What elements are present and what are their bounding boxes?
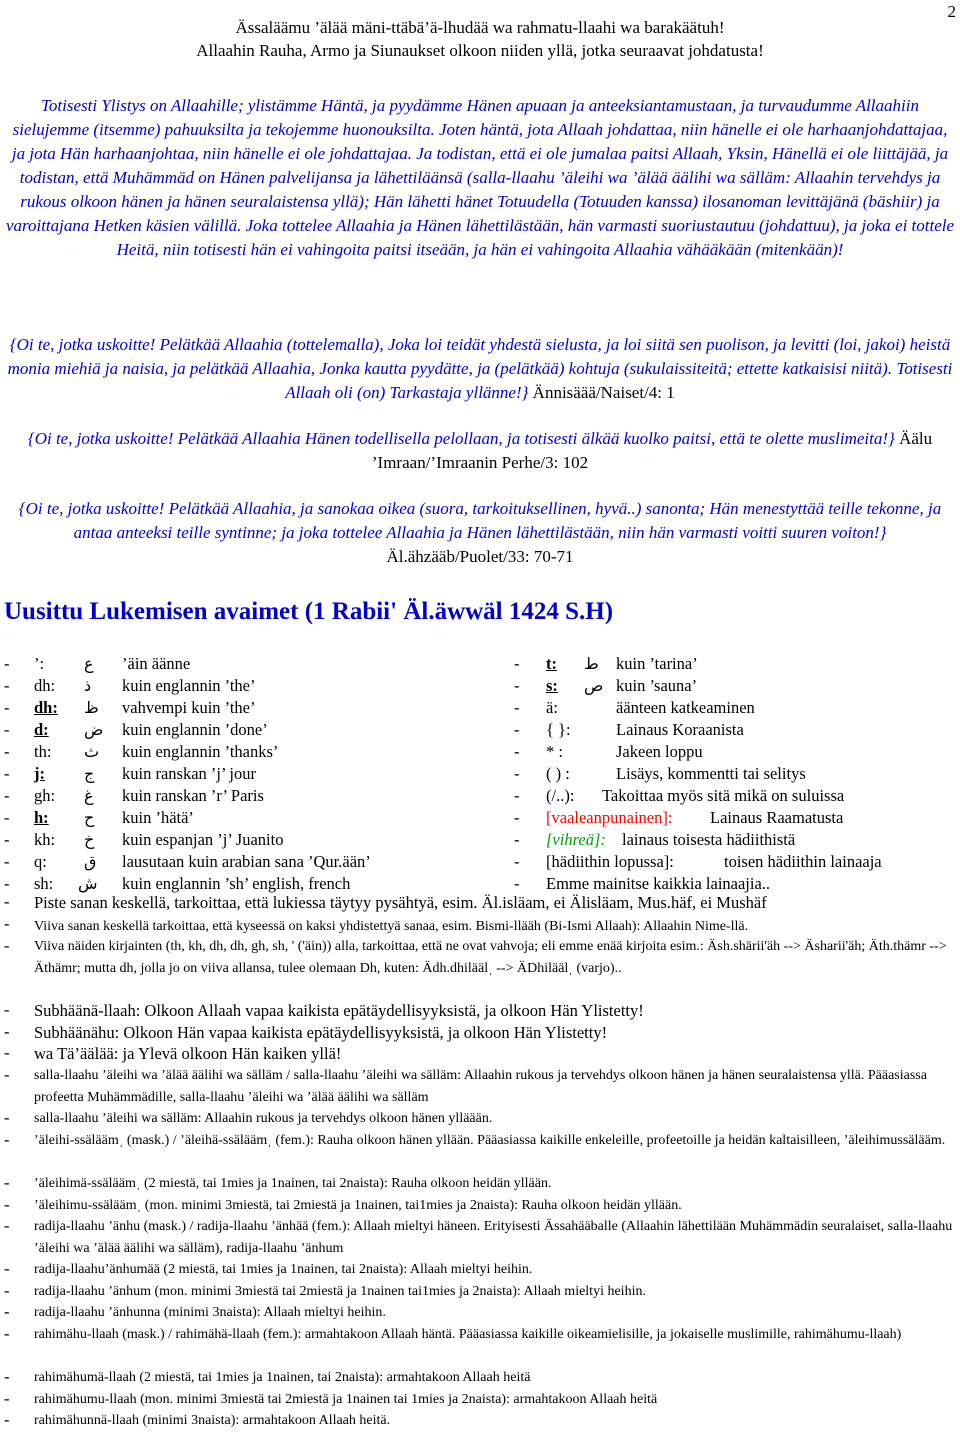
arabic-letter: ظ [84,698,99,717]
key-description: lainaus toisesta hädiithistä [622,830,796,849]
arabic-letter: ج [84,764,95,783]
key-code: [hädiithin lopussa]: [546,852,674,871]
key-dash: - [4,764,10,783]
key-code: dh: [34,698,58,717]
verse-reference: Ännisäää/Naiset/4: 1 [528,383,675,402]
key-dash: - [4,830,10,849]
key-dash: - [514,852,520,871]
key-code: th: [34,742,52,761]
key-dash: - [4,852,10,871]
arabic-letter: ذ [84,676,92,695]
key-code: q: [34,852,47,871]
key-row [4,742,956,764]
key-description: kuin ’sauna’ [616,676,698,695]
key-dash: - [4,786,10,805]
arabic-letter: غ [84,786,94,805]
key-description: kuin ’tarina’ [616,654,698,673]
key-row [4,764,956,786]
key-description: kuin ranskan ’r’ Paris [122,786,264,805]
key-description: kuin englannin ’the’ [122,676,256,695]
key-row [4,654,956,676]
key-dash: - [4,676,10,695]
verse-reference: Äl.ähzääb/Puolet/33: 70-71 [386,547,574,566]
key-code: s: [546,676,558,695]
key-description: kuin englannin ’sh’ english, french [122,874,351,893]
arabic-letter: ش [78,874,98,893]
key-code: t: [546,654,557,673]
greeting-arabic-transliteration: Ässaläämu ’älää mäni-ttäbä’ä-lhudää wa rahmatu-llaahi wa barakäätuh! [235,18,725,37]
key-description: kuin englannin ’thanks’ [122,742,279,761]
key-description: vahvempi kuin ’the’ [122,698,256,717]
key-row [4,698,956,720]
key-dash: - [514,742,520,761]
key-description: Takoittaa myös sitä mikä on suluissa [602,786,845,805]
key-dash: - [514,676,520,695]
verse-reference: Äälu ’Imraan/’Imraanin Perhe/3: 102 [371,429,933,472]
key-description: äänteen katkeaminen [616,698,755,717]
verse-text: {Oi te, jotka uskoitte! Pelätkää Allaahia (tottelemalla), Joka loi teidät yhdestä sielusta, ja loi siitä sen puolison, ja levitti (loi, jakoi) heistä monia miehiä ja naisia, ja pelätkää Allaahia, Jonka kautta pyydätte, ja (pelätkää) kohtuja (sukulaissiteitä; ettette katkaisisi niitä). Totisesti Allaah oli (on) Tarkastaja yllänne!} [7,335,953,402]
key-dash: - [514,654,520,673]
key-description: kuin englannin ’done’ [122,720,268,739]
verse-block-1 [4,333,956,405]
key-code: sh: [34,874,54,893]
key-description: kuin ’hätä’ [122,808,194,827]
reading-keys-heading: Uusittu Lukemisen avaimet (1 Rabii' Äl.äwwäl 1424 S.H) [4,598,614,625]
key-dash: - [514,698,520,717]
key-code: ä: [546,698,558,717]
key-description: Lainaus Koraanista [616,720,744,739]
key-row [4,808,956,830]
key-dash: - [514,830,520,849]
arabic-letter: ق [84,852,97,871]
document-page: 2 Ässaläämu ’älää mäni-ttäbä’ä-lhudää wa rahmatu-llaahi wa barakäätuh! Allaahin Rauha, Armo ja Siunaukset olkoon niiden yllä, jotka seuraavat johdatusta! Totisesti Ylistys on Allaahille; ylistämme Häntä, ja pyydämme Hänen apuaan ja anteeksiantamustaan, ja turvaudumme Allaahiin sielujemme (itsemme) pahuuksilta ja tekojemme huonouksilta. Joten häntä, jota Allaah johdattaa, niin hänelle ei ole harhaanjohdattajaa, ja jota Hän harhaanjohtaa, niin hänelle ei ole johdattajaa. Ja todistan, että ei ole jumalaa paitsi Allaah, Yksin, Hänellä ei ole liittäjää, ja todistan, että Muhämmäd on Hänen palvelijansa ja lähettiläänsä (salla-llaahu ’äleihi wa ’älää äälihi wa sälläm: Allaahin tervehdys ja rukous olkoon hänen ja hänen seuralaistensa yllä); Hän lähetti hänet Totuudella (Totuuden kanssa) ilosanoman levittäjänä (bäshiir) ja varoittajana Hetken käsien välillä. Joka tottelee Allaahia ja Hänen lähettilästään, hän varmasti suoriustautuu (johdattuu), ja joka ei tottele Heitä, niin totisesti hän ei vahingoita paitsi itseään, ja hän ei vahingoita Allaahia vähääkään (mitenkään)! {Oi te, jotka uskoitte! Pelätkää Allaahia (tottelemalla), Joka loi teidät yhdestä sielusta, ja loi siitä sen puolison, ja levitti (loi, jakoi) heistä monia miehiä ja naisia, ja pelätkää Allaahia, Jonka kautta pyydätte, ja (pelätkää) kohtuja (sukulaissiteitä; ettette katkaisisi niitä). Totisesti Allaah oli (on) Tarkastaja yllänne!} Ännisäää/Naiset/4: 1 {Oi te, jotka uskoitte! Pelätkää Allaahia Hänen todellisella pelollaan, ja totisesti älkää kuolko paitsi, että te olette muslimeita!} Äälu ’Imraan/’Imraanin Perhe/3: 102 {Oi te, jotka uskoitte! Pelätkää Allaahia, ja sanokaa oikea (suora, tarkoituksellinen, hyvä..) sanonta; Hän menestyttää teille tekonne, ja antaa anteeksi teille syntinne; ja joka tottelee Allaahia ja Hänen lähettilästään, niin hän varmasti voitti suuren voiton!} Äl.ähzääb/Puolet/33: 70-71 Uusittu Lukemisen avaimet (1 Rabii' Äl.äwwäl 1424 S.H) - ’: ع ’äin äänne - t: ط kuin ’tarina’ - dh: ذ kuin englannin ’the’ - s: ص kuin ’sauna’ - dh: ظ vahvempi kuin ’the’ - ä: äänteen katkeaminen - d: ض kuin englannin ’done’ - { }: Lainaus Koraanista - th: ث kuin englannin ’thanks’ - * : Jakeen loppu - j: ج kuin ranskan ’j’ jour - ( ) : Lisäys, kommentti tai selitys - gh: غ kuin ranskan ’r’ Paris - (/..): Takoittaa myös sitä mikä on suluissa - h: ح kuin ’hätä’ - [vaaleanpunainen]: Lainaus Raamatusta - kh: خ kuin espanjan ’j’ Juanito - [vihreä]: lainaus toisesta hädiithistä - q: ق lausutaan kuin arabian sana ’Qur.ään’ - [hädiithin lopussa]: toisen hädiithin lainaaja - sh: ش kuin englannin ’sh’ english, french - Emme mainitse kaikkia lainaajia.. - Piste sanan keskellä, tarkoittaa, että lukiessa täytyy pysähtyä, esim. Äl.isläam, ei Älisläam, Mus.häf, ei Mushäf - Viiva sanan keskellä tarkoittaa, että kyseessä on kaksi yhdistettyä sanaa, esim. Bismi-llääh (Bi-Ismi Allaah): Allaahin Nime-llä. - Viiva näiden kirjainten (th, kh, dh, dh, gh, sh, ' ('äin)) alla, tarkoittaa, että ne ovat vahvoja; eli emme enää kirjoita esim.: Äsh.shärii'äh --> Äsharii'äh; Äth.thämr --> Äthämr; mutta dh, jolla jo on viiva allansa, tulee olemaan Dh, kuten: Ädh.dhiläälˌ --> ÄDhiläälˌ (varjo).. - Subhäänä-llaah: Olkoon Allaah vapaa kaikista epätäydellisyyksistä, ja olkoon Hän Ylistetty! - Subhäänähu: Olkoon Hän vapaa kaikista epätäydellisyyksistä, ja olkoon Hän Ylistetty! - wa Tä’äälää: ja Ylevä olkoon Hän kaiken yllä! - salla-llaahu ’äleihi wa ’älää äälihi wa sälläm / salla-llaahu ’äleihi wa sälläm: Allaahin rukous ja tervehdys olkoon hänen ja hänen seuralaistensa yllä. Pääasiassa profeetta Muhämmädille, salla-llaahu ’äleihi wa ’älää äälihi wa sälläm - salla-llaahu ’äleihi wa sälläm: Allaahin rukous ja tervehdys olkoon hänen ylläään. - ’äleihi-ssäläämˌ (mask.) / ’äleihä-ssäläämˌ (fem.): Rauha olkoon hänen yllään. Pääasiassa kaikille enkeleille, profeetoille ja heidän kaltaisilleen, ’äleihimussälääm. - ’äleihimä-ssäläämˌ (2 miestä, tai 1mies ja 1nainen, tai 2naista): Rauha olkoon heidän yllään. - ’äleihimu-ssäläämˌ (mon. minimi 3miestä, tai 2miestä ja 1nainen, tai1mies ja 2naista): Rauha olkoon heidän yllään. - radija-llaahu ’änhu (mask.) / radija-llaahu ’änhää (fem.): Allaah mieltyi häneen. Erityisesti Ässahääballe (Allaahin lähettilään Muhämmädin seuralaiset, salla-llaahu ’äleihi wa ’älää äälihi wa sälläm), radija-llaahu ’änhum - radija-llaahu’änhumää (2 miestä, tai 1mies ja 1nainen, tai 2naista): Allaah mieltyi heihin. - radija-llaahu ’änhum (mon. minimi 3miestä tai 2miestä ja 1nainen tai1mies ja 2naista): Allaah mieltyi heihin. - radija-llaahu ’änhunna (minimi 3naista): Allaah mieltyi heihin. - rahimähu-llaah (mask.) / rahimähä-llaah (fem.): armahtakoon Allaah häntä. Pääasiassa kaikille oikeamielisille, ja jokaiselle muslimille, rahimähumu-llaah) - rahimähumä-llaah (2 miestä, tai 1mies ja 1nainen, tai 2naista): armahtakoon Allaah heitä - rahimähumu-llaah (mon. minimi 3miestä tai 2miestä ja 1nainen tai 1mies ja 2naista): armahtakoon Allaah heitä - rahimähunnä-llaah (minimi 3naista): armahtakoon Allaah heitä. [0,0,960,1428]
key-row [4,852,956,874]
key-dash: - [514,874,520,893]
arabic-letter: ص [584,676,604,695]
key-code: dh: [34,676,56,695]
key-row [4,676,956,698]
page-number: 2 [947,2,956,21]
key-description: kuin ranskan ’j’ jour [122,764,256,783]
key-code: * : [546,742,563,761]
key-description: toisen hädiithin lainaaja [724,852,882,871]
key-row [4,720,956,742]
key-code: gh: [34,786,56,805]
arabic-letter: ض [84,720,104,739]
key-dash: - [514,786,520,805]
verse-block-3 [4,497,956,569]
key-dash: - [4,874,10,893]
key-description: kuin espanjan ’j’ Juanito [122,830,284,849]
key-description: Lisäys, kommentti tai selitys [616,764,806,783]
key-code: ’: [34,654,45,673]
key-dash: - [514,808,520,827]
intro-paragraph: Totisesti Ylistys on Allaahille; ylistämme Häntä, ja pyydämme Hänen apuaan ja anteeksiantamustaan, ja turvaudumme Allaahiin sielujemme (itsemme) pahuuksilta ja tekojemme huonouksilta. Joten häntä, jota Allaah johdattaa, niin hänelle ei ole harhaanjohdattajaa, ja jota Hän harhaanjohtaa, niin hänelle ei ole johdattajaa. Ja todistan, että ei ole jumalaa paitsi Allaah, Yksin, Hänellä ei ole liittäjää, ja todistan, että Muhämmäd on Hänen palvelijansa ja lähettiläänsä (salla-llaahu ’äleihi wa ’älää äälihi wa sälläm: Allaahin tervehdys ja rukous olkoon hänen ja hänen seuralaistensa yllä); Hän lähetti hänet Totuudella (Totuuden kanssa) ilosanoman levittäjänä (bäshiir) ja varoittajana Hetken käsien välillä. Joka tottelee Allaahia ja Hänen lähettilästään, hän varmasti suoriustautuu (johdattuu), ja joka ei tottele Heitä, niin totisesti hän ei vahingoita paitsi itseään, ja hän ei vahingoita Allaahia vähääkään (mitenkään)! [5,96,955,259]
key-dash: - [4,698,10,717]
verse-block-2 [4,427,956,475]
verse-text: {Oi te, jotka uskoitte! Pelätkää Allaahia, ja sanokaa oikea (suora, tarkoituksellinen, hyvä..) sanonta; Hän menestyttää teille tekonne, ja antaa anteeksi teille syntinne; ja joka tottelee Allaahia ja Hänen lähettilästään, niin hän varmasti voitti suuren voiton!} [18,499,942,542]
key-row [4,830,956,852]
arabic-letter: ط [584,654,599,673]
arabic-letter: خ [84,830,95,849]
arabic-letter: ث [84,742,100,761]
key-code: [vaaleanpunainen]: [546,808,673,827]
arabic-letter: ح [84,808,95,827]
key-dash: - [514,764,520,783]
key-code: ( ) : [546,764,570,783]
key-dash: - [514,720,520,739]
key-row [4,786,956,808]
key-code: h: [34,808,49,827]
key-code: { }: [546,720,571,739]
key-code: d: [34,720,49,739]
key-code: kh: [34,830,56,849]
arabic-letter: ع [84,654,94,673]
verse-text: {Oi te, jotka uskoitte! Pelätkää Allaahia Hänen todellisella pelollaan, ja totisesti älkää kuolko paitsi, että te olette muslimeita!} [27,429,895,448]
key-description: ’äin äänne [122,654,191,673]
key-code: (/..): [546,786,575,805]
greeting [0,16,960,62]
key-code: j: [34,764,45,783]
key-dash: - [4,808,10,827]
greeting-finnish: Allaahin Rauha, Armo ja Siunaukset olkoon niiden yllä, jotka seuraavat johdatusta! [196,41,764,60]
key-description: Lainaus Raamatusta [710,808,844,827]
key-code: [vihreä]: [546,830,606,849]
key-description: Jakeen loppu [616,742,703,761]
key-dash: - [4,720,10,739]
key-dash: - [4,654,10,673]
key-code: Emme mainitse kaikkia lainaajia.. [546,874,771,893]
key-description: lausutaan kuin arabian sana ’Qur.ään’ [122,852,371,871]
key-dash: - [4,742,10,761]
